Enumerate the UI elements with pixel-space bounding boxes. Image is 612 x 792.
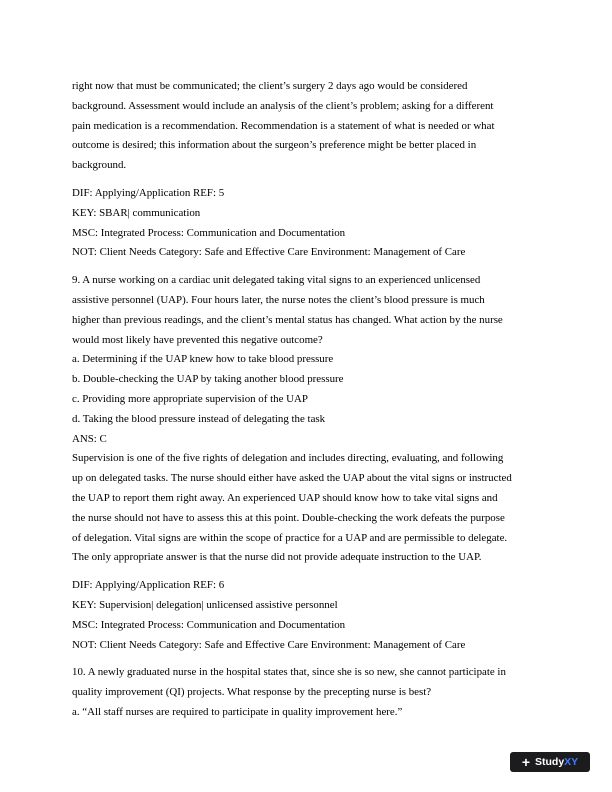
msc-line: MSC: Integrated Process: Communication and Documentation (72, 226, 346, 239)
difficulty-line: DIF: Applying/Application REF: 5 (72, 186, 225, 199)
keywords-line: KEY: Supervision| delegation| unlicensed assistive personnel (72, 598, 338, 611)
question-9 (72, 271, 542, 568)
text-line: background. Assessment would include an analysis of the client’s problem; asking for a different (72, 99, 494, 112)
studyxy-badge[interactable] (510, 752, 590, 772)
question-text: 9. A nurse working on a cardiac unit delegated taking vital signs to an experienced unlicensed (72, 274, 481, 287)
rationale-text: of delegation. Vital signs are within the scope of practice for a UAP and are permissible to delegate. (72, 531, 508, 544)
question-text: would most likely have prevented this negative outcome? (72, 333, 323, 346)
answer-key: ANS: C (72, 432, 107, 445)
text-line: pain medication is a recommendation. Recommendation is a statement of what is needed or what (72, 119, 495, 132)
paragraph (72, 77, 542, 176)
metadata-block (72, 184, 542, 263)
answer-option: c. Providing more appropriate supervision of the UAP (72, 392, 308, 405)
plus-icon: + (521, 753, 530, 770)
rationale-text: the nurse should not have to assess this at this point. Double-checking the work defeats the purpose (72, 511, 505, 524)
text-line: background. (72, 159, 127, 172)
rationale-text: the UAP to report them right away. An experienced UAP should know how to take vital signs and (72, 491, 498, 504)
client-needs-line: NOT: Client Needs Category: Safe and Effective Care Environment: Management of Care (72, 638, 466, 651)
question-text: assistive personnel (UAP). Four hours later, the nurse notes the client’s blood pressure is much (72, 293, 485, 306)
rationale-text: Supervision is one of the five rights of delegation and includes directing, evaluating, and following (72, 452, 504, 465)
answer-option: a. “All staff nurses are required to participate in quality improvement here.” (72, 705, 403, 718)
rationale-text: The only appropriate answer is that the nurse did not provide adequate instruction to the UAP. (72, 551, 482, 564)
question-text: higher than previous readings, and the client’s mental status has changed. What action by the nurse (72, 313, 503, 326)
answer-option: d. Taking the blood pressure instead of delegating the task (72, 412, 326, 425)
brand-main: Study (535, 756, 565, 768)
answer-option: a. Determining if the UAP knew how to take blood pressure (72, 353, 334, 366)
rationale-text: up on delegated tasks. The nurse should either have asked the UAP about the vital signs or instructed (72, 472, 512, 485)
question-text: 10. A newly graduated nurse in the hospital states that, since she is so new, she cannot participate in (72, 666, 506, 679)
difficulty-line: DIF: Applying/Application REF: 6 (72, 579, 225, 592)
keywords-line: KEY: SBAR| communication (72, 206, 201, 219)
brand-accent: XY (564, 756, 579, 768)
msc-line: MSC: Integrated Process: Communication and Documentation (72, 618, 346, 631)
metadata-block (72, 576, 542, 655)
question-10 (72, 663, 542, 722)
text-line: outcome is desired; this information about the surgeon’s preference might be better placed in (72, 139, 477, 152)
answer-option: b. Double-checking the UAP by taking another blood pressure (72, 373, 344, 386)
document-page (72, 77, 542, 723)
client-needs-line: NOT: Client Needs Category: Safe and Effective Care Environment: Management of Care (72, 246, 466, 259)
text-line: right now that must be communicated; the client’s surgery 2 days ago would be considered (72, 80, 468, 92)
question-text: quality improvement (QI) projects. What response by the precepting nurse is best? (72, 686, 432, 699)
brand-logo-text (535, 756, 578, 768)
